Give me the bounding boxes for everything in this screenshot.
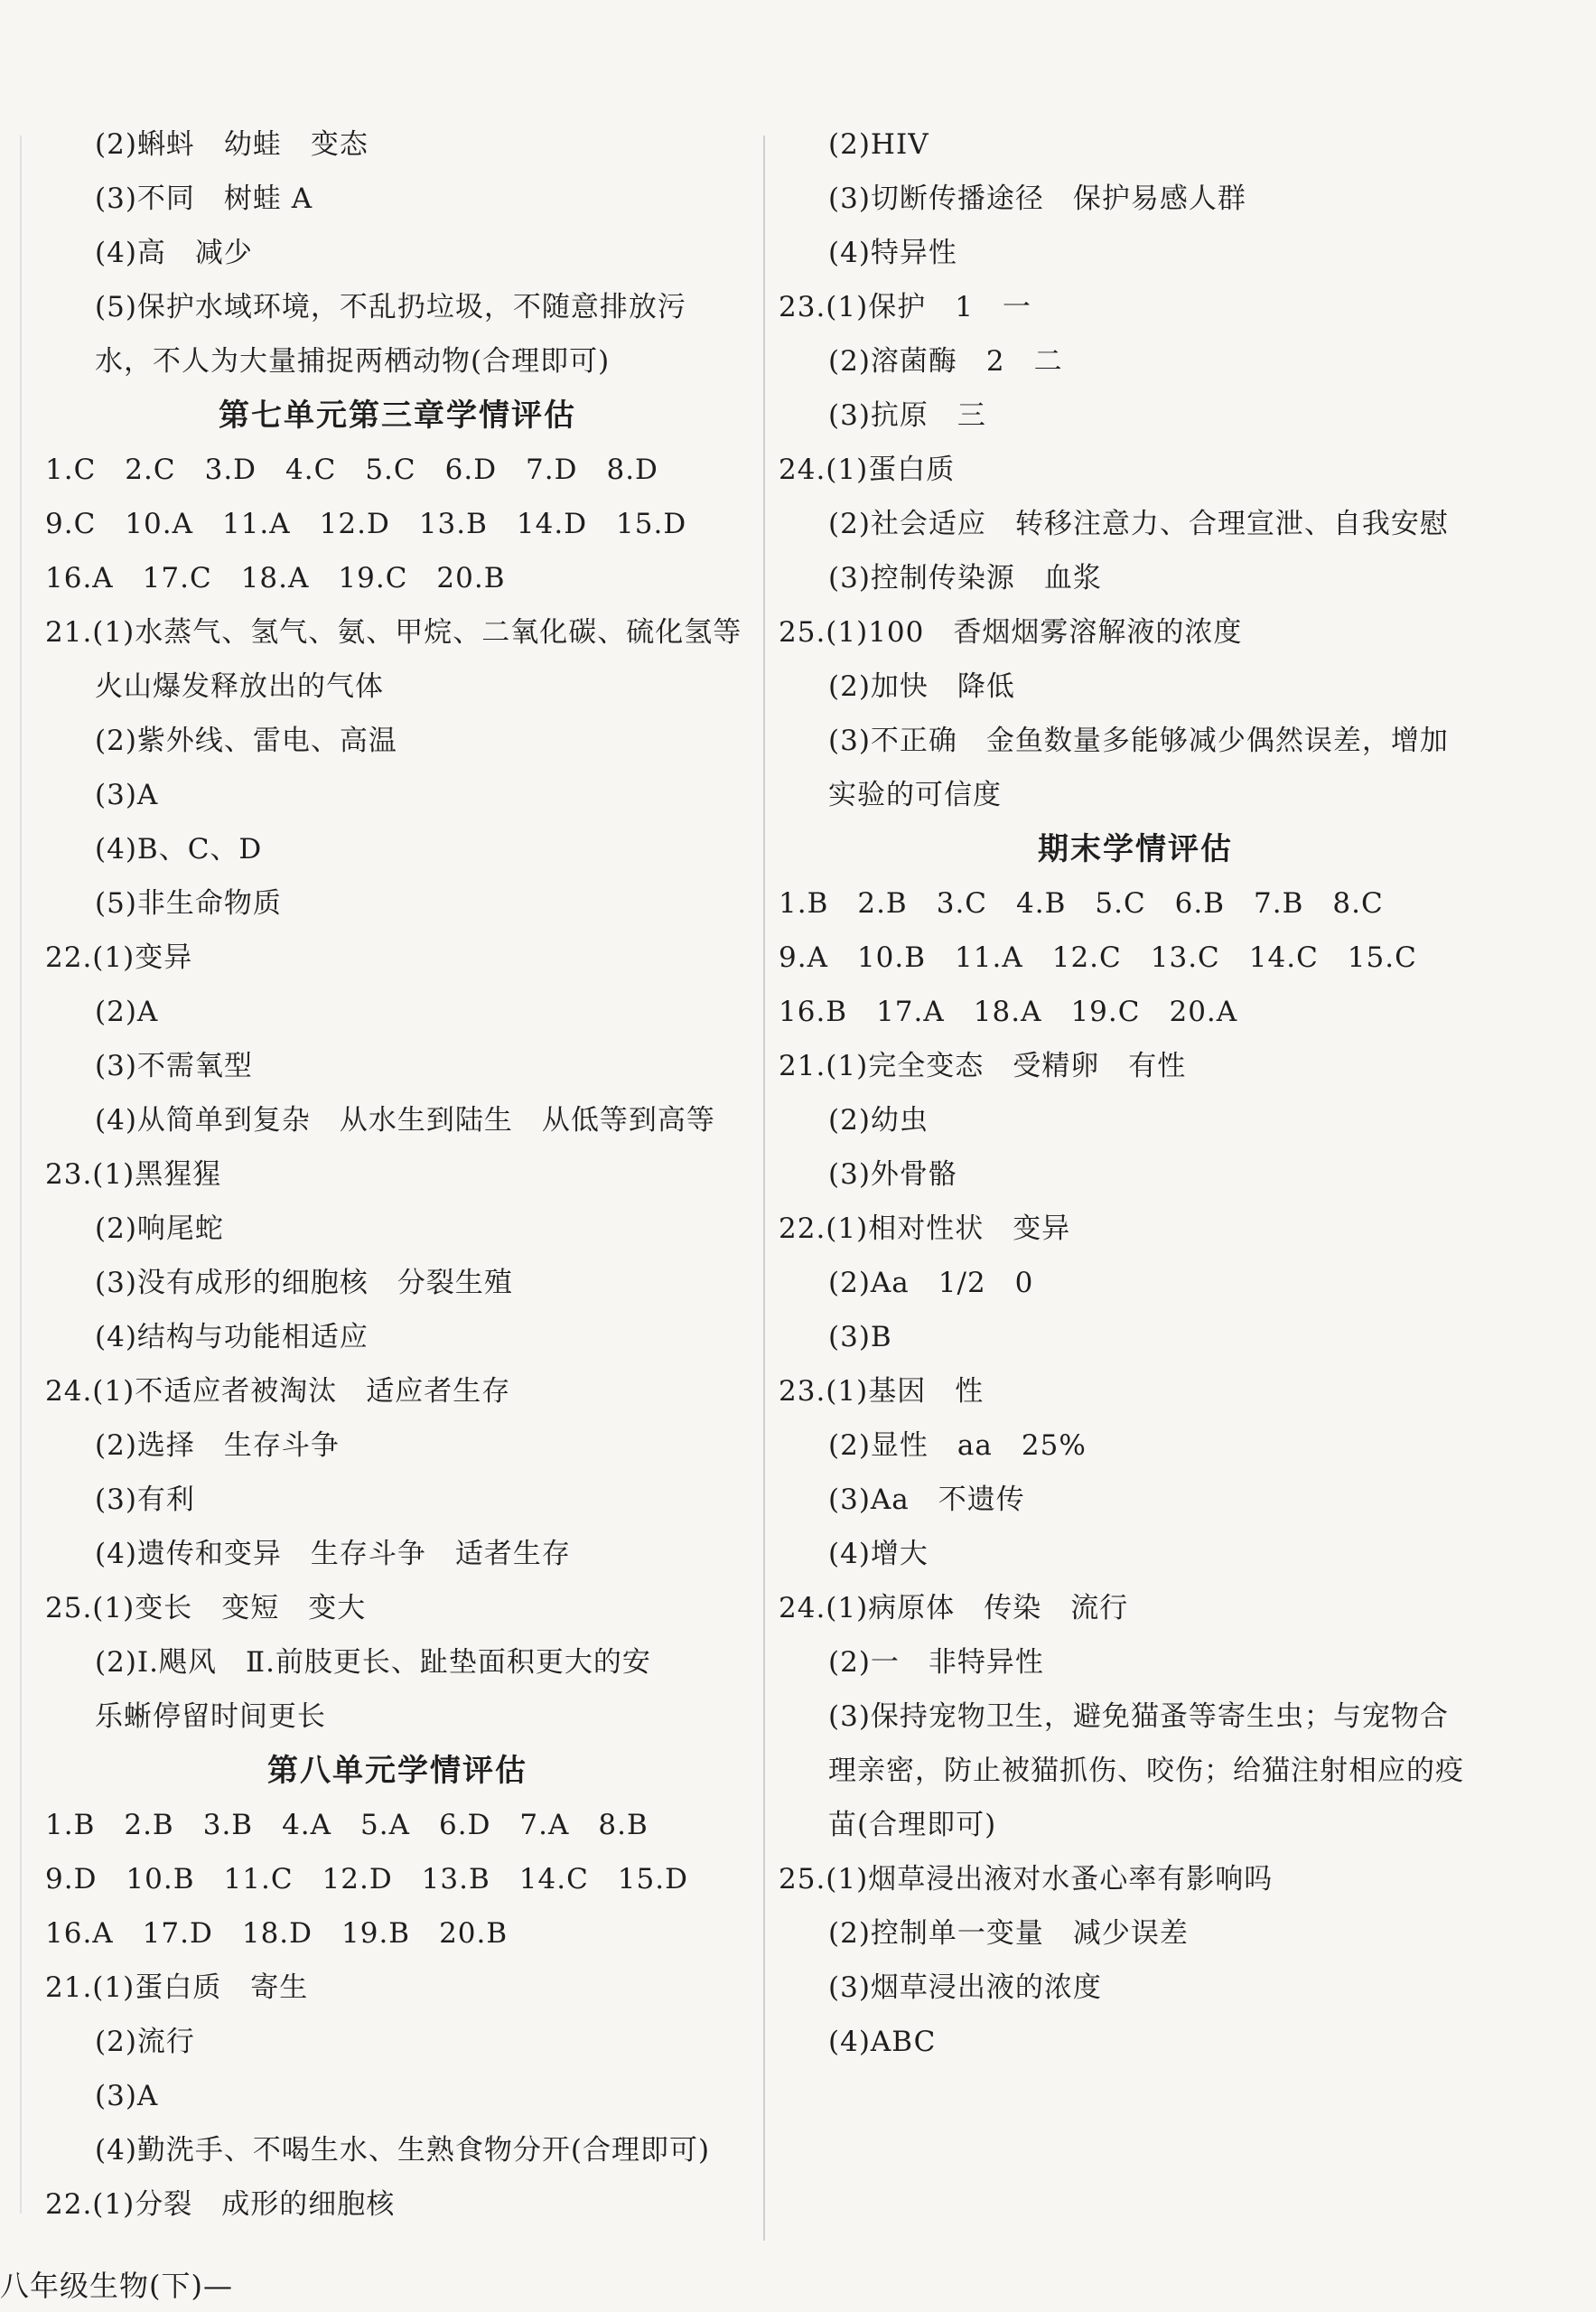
answer-line: 1.B 2.B 3.C 4.B 5.C 6.B 7.B 8.C [779, 887, 1384, 920]
answer-line: 火山爆发释放出的气体 [95, 670, 384, 703]
answer-line: (3)不同 树蛙 A [95, 183, 313, 215]
answer-line: (2)加快 降低 [828, 670, 1015, 703]
answer-line: 24.(1)病原体 传染 流行 [779, 1592, 1129, 1624]
answer-line: (2)Aa 1/2 0 [828, 1267, 1034, 1299]
answer-line: (2)溶菌酶 2 二 [828, 345, 1063, 378]
answer-line: 21.(1)完全变态 受精卵 有性 [779, 1050, 1187, 1082]
answer-line: (2)流行 [95, 2026, 195, 2058]
answer-line: (3)没有成形的细胞核 分裂生殖 [95, 1267, 513, 1299]
answer-line: (5)非生命物质 [95, 887, 282, 920]
answer-line: (3)抗原 三 [828, 399, 986, 432]
answer-line: (2)A [95, 996, 159, 1028]
answer-line: 23.(1)保护 1 一 [779, 291, 1031, 323]
answer-line: (4)高 减少 [95, 237, 253, 269]
answer-line: (2)社会适应 转移注意力、合理宣泄、自我安慰 [828, 508, 1449, 540]
answer-line: (2)响尾蛇 [95, 1212, 224, 1245]
answer-line: (3)A [95, 779, 159, 811]
answer-line: (4)增大 [828, 1538, 929, 1570]
answer-line: 23.(1)黑猩猩 [45, 1158, 222, 1191]
answer-line: (2)选择 生存斗争 [95, 1429, 340, 1462]
answer-line: (2)紫外线、雷电、高温 [95, 725, 397, 757]
answer-line: 25.(1)100 香烟烟雾溶解液的浓度 [779, 616, 1243, 649]
answer-line: (2)Ⅰ.飓风 Ⅱ.前肢更长、趾垫面积更大的安 [95, 1646, 651, 1679]
answer-line: 9.C 10.A 11.A 12.D 13.B 14.D 15.D [45, 508, 687, 540]
answer-line: 1.C 2.C 3.D 4.C 5.C 6.D 7.D 8.D [45, 454, 658, 486]
answer-line: (2)控制单一变量 减少误差 [828, 1917, 1189, 1950]
answer-line: 9.A 10.B 11.A 12.C 13.C 14.C 15.C [779, 941, 1417, 974]
answer-line: (3)B [828, 1321, 892, 1353]
answer-line: 24.(1)不适应者被淘汰 适应者生存 [45, 1375, 511, 1408]
answer-line: 24.(1)蛋白质 [779, 454, 956, 486]
answer-line: 22.(1)相对性状 变异 [779, 1212, 1071, 1245]
answer-line: (4)遗传和变异 生存斗争 适者生存 [95, 1538, 571, 1570]
column-divider [763, 136, 765, 2241]
answer-line: (4)从简单到复杂 从水生到陆生 从低等到高等 [95, 1104, 715, 1137]
answer-line: (3)切断传播途径 保护易感人群 [828, 183, 1246, 215]
answer-line: (3)不需氧型 [95, 1050, 253, 1082]
answer-line: (3)Aa 不遗传 [828, 1484, 1025, 1516]
answer-line: 理亲密，防止被猫抓伤、咬伤；给猫注射相应的疫 [828, 1755, 1464, 1787]
answer-line: 22.(1)变异 [45, 941, 193, 974]
section-heading: 期末学情评估 [1038, 831, 1233, 867]
answer-line: 21.(1)水蒸气、氢气、氨、甲烷、二氧化碳、硫化氢等 [45, 616, 742, 649]
answer-line: 实验的可信度 [828, 779, 1002, 811]
answer-line: 23.(1)基因 性 [779, 1375, 985, 1408]
answer-line: (3)控制传染源 血浆 [828, 562, 1102, 594]
right-answer-column [779, 117, 1492, 2069]
answer-line: 21.(1)蛋白质 寄生 [45, 1971, 309, 2004]
page-footer: 八年级生物(下)— [0, 2269, 233, 2303]
answer-line: 16.A 17.D 18.D 19.B 20.B [45, 1917, 509, 1950]
answer-line: (3)A [95, 2080, 159, 2112]
answer-line: (2)幼虫 [828, 1104, 929, 1137]
answer-line: 9.D 10.B 11.C 12.D 13.B 14.C 15.D [45, 1863, 688, 1895]
answer-line: 1.B 2.B 3.B 4.A 5.A 6.D 7.A 8.B [45, 1809, 649, 1841]
page-edge-line [20, 136, 22, 2214]
section-heading: 第七单元第三章学情评估 [219, 398, 576, 434]
answer-line: (2)HIV [828, 128, 929, 161]
answer-line: 16.B 17.A 18.A 19.C 20.A [779, 996, 1238, 1028]
answer-line: 16.A 17.C 18.A 19.C 20.B [45, 562, 506, 594]
answer-line: (4)ABC [828, 2026, 937, 2058]
answer-line: (3)有利 [95, 1484, 195, 1516]
section-heading: 第八单元学情评估 [267, 1753, 527, 1789]
answer-line: (4)特异性 [828, 237, 957, 269]
answer-line: 苗(合理即可) [828, 1809, 997, 1841]
answer-line: (3)不正确 金鱼数量多能够减少偶然误差，增加 [828, 725, 1449, 757]
answer-line: (4)B、C、D [95, 833, 263, 866]
answer-line: (3)烟草浸出液的浓度 [828, 1971, 1102, 2004]
answer-line: 22.(1)分裂 成形的细胞核 [45, 2188, 396, 2221]
answer-line: (5)保护水域环境，不乱扔垃圾，不随意排放污 [95, 291, 686, 323]
answer-line: (3)外骨骼 [828, 1158, 957, 1191]
answer-line: (4)勤洗手、不喝生水、生熟食物分开(合理即可) [95, 2134, 711, 2167]
left-answer-column [45, 117, 750, 2232]
answer-line: (4)结构与功能相适应 [95, 1321, 369, 1353]
answer-line: 乐蜥停留时间更长 [95, 1700, 326, 1733]
answer-line: (2)蝌蚪 幼蛙 变态 [95, 128, 369, 161]
answer-line: 25.(1)烟草浸出液对水蚤心率有影响吗 [779, 1863, 1274, 1895]
answer-line: 水，不人为大量捕捉两栖动物(合理即可) [95, 345, 611, 378]
answer-line: (2)显性 aa 25% [828, 1429, 1087, 1462]
answer-line: (3)保持宠物卫生，避免猫蚤等寄生虫；与宠物合 [828, 1700, 1449, 1733]
answer-line: 25.(1)变长 变短 变大 [45, 1592, 367, 1624]
answer-line: (2)一 非特异性 [828, 1646, 1044, 1679]
